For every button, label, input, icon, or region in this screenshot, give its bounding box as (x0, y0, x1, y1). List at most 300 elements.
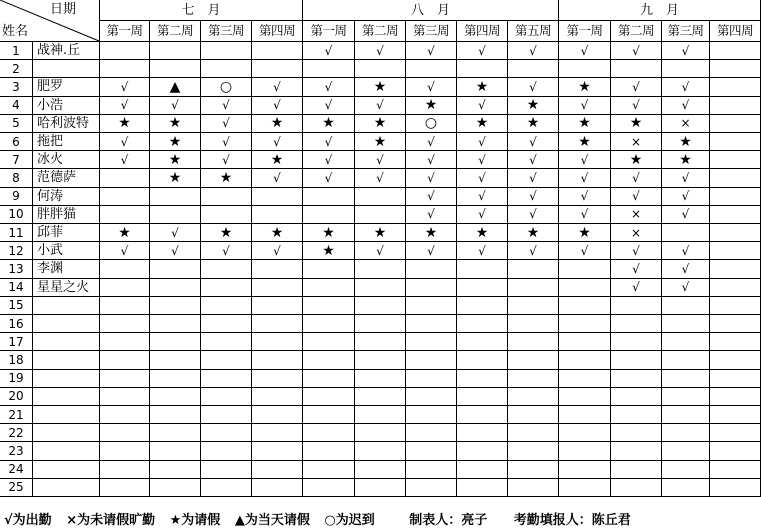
attendance-cell[interactable] (662, 279, 710, 297)
attendance-cell[interactable] (150, 260, 201, 278)
attendance-cell[interactable] (100, 169, 150, 187)
attendance-cell[interactable] (303, 297, 355, 315)
attendance-cell[interactable] (303, 169, 355, 187)
attendance-cell[interactable] (406, 188, 457, 206)
attendance-cell[interactable] (252, 60, 303, 78)
member-name[interactable] (33, 424, 100, 442)
attendance-cell[interactable] (303, 442, 355, 460)
attendance-cell[interactable] (710, 297, 761, 315)
attendance-cell[interactable] (662, 42, 710, 60)
attendance-cell[interactable] (611, 279, 662, 297)
member-name[interactable]: 胖胖猫 (33, 206, 100, 224)
attendance-cell[interactable] (508, 442, 559, 460)
attendance-cell[interactable] (457, 260, 508, 278)
attendance-cell[interactable] (150, 169, 201, 187)
member-name[interactable] (33, 351, 100, 369)
attendance-cell[interactable] (100, 42, 150, 60)
attendance-cell[interactable] (508, 188, 559, 206)
attendance-cell[interactable] (252, 442, 303, 460)
attendance-cell[interactable] (559, 133, 611, 151)
member-name[interactable]: 范德萨 (33, 169, 100, 187)
attendance-cell[interactable] (457, 42, 508, 60)
attendance-cell[interactable] (710, 97, 761, 115)
attendance-cell[interactable] (710, 260, 761, 278)
attendance-cell[interactable] (355, 424, 406, 442)
attendance-cell[interactable] (252, 297, 303, 315)
attendance-cell[interactable] (559, 406, 611, 424)
attendance-cell[interactable] (355, 151, 406, 169)
attendance-cell[interactable] (100, 279, 150, 297)
attendance-cell[interactable] (252, 151, 303, 169)
attendance-cell[interactable] (508, 424, 559, 442)
attendance-cell[interactable] (303, 115, 355, 133)
attendance-cell[interactable] (662, 315, 710, 333)
attendance-cell[interactable] (508, 97, 559, 115)
attendance-cell[interactable] (662, 133, 710, 151)
attendance-cell[interactable] (201, 333, 252, 351)
attendance-cell[interactable] (201, 406, 252, 424)
attendance-cell[interactable] (559, 370, 611, 388)
attendance-cell[interactable] (611, 115, 662, 133)
attendance-cell[interactable] (252, 406, 303, 424)
member-name[interactable] (33, 479, 100, 497)
attendance-cell[interactable] (611, 388, 662, 406)
attendance-cell[interactable] (457, 461, 508, 479)
attendance-cell[interactable] (100, 260, 150, 278)
attendance-cell[interactable] (710, 315, 761, 333)
attendance-cell[interactable] (100, 97, 150, 115)
attendance-cell[interactable] (710, 78, 761, 96)
attendance-cell[interactable] (150, 60, 201, 78)
attendance-cell[interactable] (406, 206, 457, 224)
attendance-cell[interactable] (201, 461, 252, 479)
attendance-cell[interactable] (457, 333, 508, 351)
member-name[interactable]: 冰火 (33, 151, 100, 169)
attendance-cell[interactable] (303, 424, 355, 442)
attendance-cell[interactable] (201, 370, 252, 388)
attendance-cell[interactable] (355, 388, 406, 406)
attendance-cell[interactable] (559, 479, 611, 497)
attendance-cell[interactable] (662, 388, 710, 406)
attendance-cell[interactable] (150, 406, 201, 424)
attendance-cell[interactable] (611, 260, 662, 278)
attendance-cell[interactable] (355, 78, 406, 96)
attendance-cell[interactable] (611, 370, 662, 388)
member-name[interactable]: 小武 (33, 242, 100, 260)
attendance-cell[interactable] (559, 206, 611, 224)
attendance-cell[interactable] (559, 442, 611, 460)
attendance-cell[interactable] (611, 461, 662, 479)
attendance-cell[interactable] (201, 297, 252, 315)
attendance-cell[interactable] (457, 242, 508, 260)
attendance-cell[interactable] (662, 242, 710, 260)
attendance-cell[interactable] (252, 370, 303, 388)
attendance-cell[interactable] (150, 279, 201, 297)
attendance-cell[interactable] (508, 388, 559, 406)
attendance-cell[interactable] (611, 442, 662, 460)
attendance-cell[interactable] (303, 60, 355, 78)
attendance-cell[interactable] (508, 133, 559, 151)
attendance-cell[interactable] (150, 351, 201, 369)
attendance-cell[interactable] (303, 133, 355, 151)
attendance-cell[interactable] (150, 442, 201, 460)
attendance-cell[interactable] (100, 388, 150, 406)
attendance-cell[interactable] (252, 188, 303, 206)
attendance-cell[interactable] (662, 406, 710, 424)
attendance-cell[interactable] (710, 333, 761, 351)
attendance-cell[interactable] (611, 169, 662, 187)
attendance-cell[interactable] (457, 479, 508, 497)
attendance-cell[interactable] (611, 60, 662, 78)
attendance-cell[interactable] (508, 115, 559, 133)
attendance-cell[interactable] (508, 169, 559, 187)
attendance-cell[interactable] (150, 151, 201, 169)
attendance-cell[interactable] (303, 224, 355, 242)
attendance-cell[interactable] (508, 279, 559, 297)
attendance-cell[interactable] (508, 78, 559, 96)
attendance-cell[interactable] (662, 333, 710, 351)
attendance-cell[interactable] (710, 424, 761, 442)
attendance-cell[interactable] (457, 388, 508, 406)
attendance-cell[interactable] (508, 206, 559, 224)
attendance-cell[interactable] (406, 151, 457, 169)
attendance-cell[interactable] (508, 333, 559, 351)
attendance-cell[interactable] (611, 333, 662, 351)
attendance-cell[interactable] (100, 115, 150, 133)
attendance-cell[interactable] (252, 279, 303, 297)
attendance-cell[interactable] (662, 351, 710, 369)
attendance-cell[interactable] (559, 151, 611, 169)
attendance-cell[interactable] (710, 442, 761, 460)
attendance-cell[interactable] (457, 78, 508, 96)
attendance-cell[interactable] (150, 78, 201, 96)
attendance-cell[interactable] (355, 406, 406, 424)
attendance-cell[interactable] (710, 388, 761, 406)
attendance-cell[interactable] (662, 297, 710, 315)
attendance-cell[interactable] (201, 260, 252, 278)
attendance-cell[interactable] (559, 424, 611, 442)
attendance-cell[interactable] (406, 315, 457, 333)
attendance-cell[interactable] (252, 97, 303, 115)
attendance-cell[interactable] (406, 333, 457, 351)
attendance-cell[interactable] (611, 242, 662, 260)
attendance-cell[interactable] (457, 351, 508, 369)
attendance-cell[interactable] (201, 351, 252, 369)
attendance-cell[interactable] (611, 224, 662, 242)
attendance-cell[interactable] (355, 169, 406, 187)
attendance-cell[interactable] (355, 279, 406, 297)
attendance-cell[interactable] (150, 479, 201, 497)
attendance-cell[interactable] (611, 78, 662, 96)
attendance-cell[interactable] (662, 151, 710, 169)
attendance-cell[interactable] (355, 188, 406, 206)
attendance-cell[interactable] (150, 133, 201, 151)
attendance-cell[interactable] (662, 169, 710, 187)
attendance-cell[interactable] (303, 315, 355, 333)
member-name[interactable]: 何涛 (33, 188, 100, 206)
attendance-cell[interactable] (662, 479, 710, 497)
attendance-cell[interactable] (611, 315, 662, 333)
attendance-cell[interactable] (559, 224, 611, 242)
attendance-cell[interactable] (508, 461, 559, 479)
attendance-cell[interactable] (201, 60, 252, 78)
attendance-cell[interactable] (457, 133, 508, 151)
attendance-cell[interactable] (201, 315, 252, 333)
attendance-cell[interactable] (406, 461, 457, 479)
attendance-cell[interactable] (406, 406, 457, 424)
attendance-cell[interactable] (710, 188, 761, 206)
attendance-cell[interactable] (559, 78, 611, 96)
attendance-cell[interactable] (150, 315, 201, 333)
attendance-cell[interactable] (150, 242, 201, 260)
attendance-cell[interactable] (559, 60, 611, 78)
attendance-cell[interactable] (457, 60, 508, 78)
attendance-cell[interactable] (611, 151, 662, 169)
attendance-cell[interactable] (100, 315, 150, 333)
attendance-cell[interactable] (508, 370, 559, 388)
attendance-cell[interactable] (710, 461, 761, 479)
attendance-cell[interactable] (252, 115, 303, 133)
attendance-cell[interactable] (100, 206, 150, 224)
member-name[interactable] (33, 333, 100, 351)
attendance-cell[interactable] (100, 133, 150, 151)
attendance-cell[interactable] (303, 97, 355, 115)
attendance-cell[interactable] (611, 424, 662, 442)
attendance-cell[interactable] (252, 333, 303, 351)
attendance-cell[interactable] (355, 370, 406, 388)
attendance-cell[interactable] (252, 242, 303, 260)
attendance-cell[interactable] (100, 351, 150, 369)
attendance-cell[interactable] (150, 461, 201, 479)
attendance-cell[interactable] (150, 42, 201, 60)
attendance-cell[interactable] (201, 169, 252, 187)
attendance-cell[interactable] (150, 370, 201, 388)
attendance-cell[interactable] (710, 370, 761, 388)
attendance-cell[interactable] (252, 479, 303, 497)
attendance-cell[interactable] (100, 151, 150, 169)
attendance-cell[interactable] (662, 60, 710, 78)
attendance-cell[interactable] (611, 133, 662, 151)
attendance-cell[interactable] (201, 424, 252, 442)
attendance-cell[interactable] (508, 351, 559, 369)
attendance-cell[interactable] (559, 333, 611, 351)
member-name[interactable]: 战神.丘 (33, 42, 100, 60)
attendance-cell[interactable] (662, 370, 710, 388)
attendance-cell[interactable] (457, 424, 508, 442)
attendance-cell[interactable] (150, 424, 201, 442)
attendance-cell[interactable] (710, 351, 761, 369)
attendance-cell[interactable] (355, 242, 406, 260)
attendance-cell[interactable] (406, 115, 457, 133)
member-name[interactable]: 拖把 (33, 133, 100, 151)
attendance-cell[interactable] (252, 351, 303, 369)
attendance-cell[interactable] (355, 260, 406, 278)
attendance-cell[interactable] (201, 97, 252, 115)
attendance-cell[interactable] (201, 151, 252, 169)
attendance-cell[interactable] (303, 279, 355, 297)
attendance-cell[interactable] (611, 351, 662, 369)
member-name[interactable]: 邱菲 (33, 224, 100, 242)
attendance-cell[interactable] (457, 206, 508, 224)
attendance-cell[interactable] (611, 42, 662, 60)
attendance-cell[interactable] (662, 224, 710, 242)
attendance-cell[interactable] (710, 115, 761, 133)
attendance-cell[interactable] (150, 224, 201, 242)
attendance-cell[interactable] (303, 42, 355, 60)
attendance-cell[interactable] (710, 406, 761, 424)
attendance-cell[interactable] (150, 333, 201, 351)
member-name[interactable] (33, 406, 100, 424)
attendance-cell[interactable] (100, 188, 150, 206)
attendance-cell[interactable] (303, 370, 355, 388)
attendance-cell[interactable] (303, 206, 355, 224)
attendance-cell[interactable] (508, 242, 559, 260)
attendance-cell[interactable] (100, 461, 150, 479)
member-name[interactable] (33, 60, 100, 78)
attendance-cell[interactable] (406, 351, 457, 369)
attendance-cell[interactable] (355, 224, 406, 242)
attendance-cell[interactable] (662, 188, 710, 206)
attendance-cell[interactable] (406, 297, 457, 315)
attendance-cell[interactable] (303, 351, 355, 369)
member-name[interactable]: 星星之火 (33, 279, 100, 297)
attendance-cell[interactable] (252, 206, 303, 224)
attendance-cell[interactable] (100, 78, 150, 96)
attendance-cell[interactable] (150, 115, 201, 133)
attendance-cell[interactable] (559, 279, 611, 297)
attendance-cell[interactable] (457, 315, 508, 333)
attendance-cell[interactable] (303, 188, 355, 206)
attendance-cell[interactable] (100, 406, 150, 424)
attendance-cell[interactable] (406, 224, 457, 242)
attendance-cell[interactable] (710, 60, 761, 78)
attendance-cell[interactable] (303, 151, 355, 169)
attendance-cell[interactable] (406, 479, 457, 497)
attendance-cell[interactable] (150, 297, 201, 315)
attendance-cell[interactable] (406, 260, 457, 278)
attendance-cell[interactable] (406, 242, 457, 260)
member-name[interactable] (33, 388, 100, 406)
attendance-cell[interactable] (508, 479, 559, 497)
member-name[interactable]: 李渊 (33, 260, 100, 278)
attendance-cell[interactable] (100, 224, 150, 242)
attendance-cell[interactable] (457, 279, 508, 297)
attendance-cell[interactable] (252, 224, 303, 242)
attendance-cell[interactable] (201, 206, 252, 224)
attendance-cell[interactable] (252, 424, 303, 442)
attendance-cell[interactable] (611, 206, 662, 224)
member-name[interactable] (33, 297, 100, 315)
attendance-cell[interactable] (150, 97, 201, 115)
attendance-cell[interactable] (710, 133, 761, 151)
attendance-cell[interactable] (508, 151, 559, 169)
attendance-cell[interactable] (355, 60, 406, 78)
attendance-cell[interactable] (611, 297, 662, 315)
attendance-cell[interactable] (355, 479, 406, 497)
attendance-cell[interactable] (100, 333, 150, 351)
member-name[interactable] (33, 370, 100, 388)
attendance-cell[interactable] (710, 242, 761, 260)
attendance-cell[interactable] (201, 42, 252, 60)
member-name[interactable]: 哈利波特 (33, 115, 100, 133)
attendance-cell[interactable] (710, 279, 761, 297)
attendance-cell[interactable] (252, 133, 303, 151)
attendance-cell[interactable] (710, 151, 761, 169)
attendance-cell[interactable] (662, 78, 710, 96)
attendance-cell[interactable] (662, 461, 710, 479)
attendance-cell[interactable] (406, 370, 457, 388)
attendance-cell[interactable] (150, 188, 201, 206)
member-name[interactable] (33, 461, 100, 479)
attendance-cell[interactable] (508, 406, 559, 424)
attendance-cell[interactable] (710, 42, 761, 60)
attendance-cell[interactable] (508, 60, 559, 78)
attendance-cell[interactable] (611, 97, 662, 115)
attendance-cell[interactable] (611, 479, 662, 497)
attendance-cell[interactable] (252, 315, 303, 333)
attendance-cell[interactable] (457, 406, 508, 424)
attendance-cell[interactable] (508, 297, 559, 315)
attendance-cell[interactable] (559, 260, 611, 278)
attendance-cell[interactable] (150, 388, 201, 406)
attendance-cell[interactable] (662, 424, 710, 442)
attendance-cell[interactable] (662, 115, 710, 133)
attendance-cell[interactable] (303, 333, 355, 351)
attendance-cell[interactable] (355, 297, 406, 315)
member-name[interactable] (33, 442, 100, 460)
attendance-cell[interactable] (355, 206, 406, 224)
attendance-cell[interactable] (559, 388, 611, 406)
attendance-cell[interactable] (457, 188, 508, 206)
attendance-cell[interactable] (662, 97, 710, 115)
attendance-cell[interactable] (559, 315, 611, 333)
attendance-cell[interactable] (201, 115, 252, 133)
attendance-cell[interactable] (406, 279, 457, 297)
attendance-cell[interactable] (710, 224, 761, 242)
attendance-cell[interactable] (611, 406, 662, 424)
attendance-cell[interactable] (559, 42, 611, 60)
attendance-cell[interactable] (611, 188, 662, 206)
attendance-cell[interactable] (100, 242, 150, 260)
attendance-cell[interactable] (559, 242, 611, 260)
attendance-cell[interactable] (662, 206, 710, 224)
attendance-cell[interactable] (457, 370, 508, 388)
attendance-cell[interactable] (355, 461, 406, 479)
attendance-cell[interactable] (355, 115, 406, 133)
attendance-cell[interactable] (201, 242, 252, 260)
attendance-cell[interactable] (252, 78, 303, 96)
attendance-cell[interactable] (201, 479, 252, 497)
attendance-cell[interactable] (406, 78, 457, 96)
attendance-cell[interactable] (252, 388, 303, 406)
attendance-cell[interactable] (252, 461, 303, 479)
attendance-cell[interactable] (201, 188, 252, 206)
attendance-cell[interactable] (457, 169, 508, 187)
attendance-cell[interactable] (100, 60, 150, 78)
attendance-cell[interactable] (150, 206, 201, 224)
attendance-cell[interactable] (355, 351, 406, 369)
attendance-cell[interactable] (201, 388, 252, 406)
member-name[interactable]: 小浩 (33, 97, 100, 115)
attendance-cell[interactable] (559, 188, 611, 206)
attendance-cell[interactable] (406, 60, 457, 78)
attendance-cell[interactable] (201, 224, 252, 242)
attendance-cell[interactable] (303, 78, 355, 96)
attendance-cell[interactable] (252, 260, 303, 278)
attendance-cell[interactable] (252, 169, 303, 187)
attendance-cell[interactable] (201, 133, 252, 151)
attendance-cell[interactable] (355, 97, 406, 115)
